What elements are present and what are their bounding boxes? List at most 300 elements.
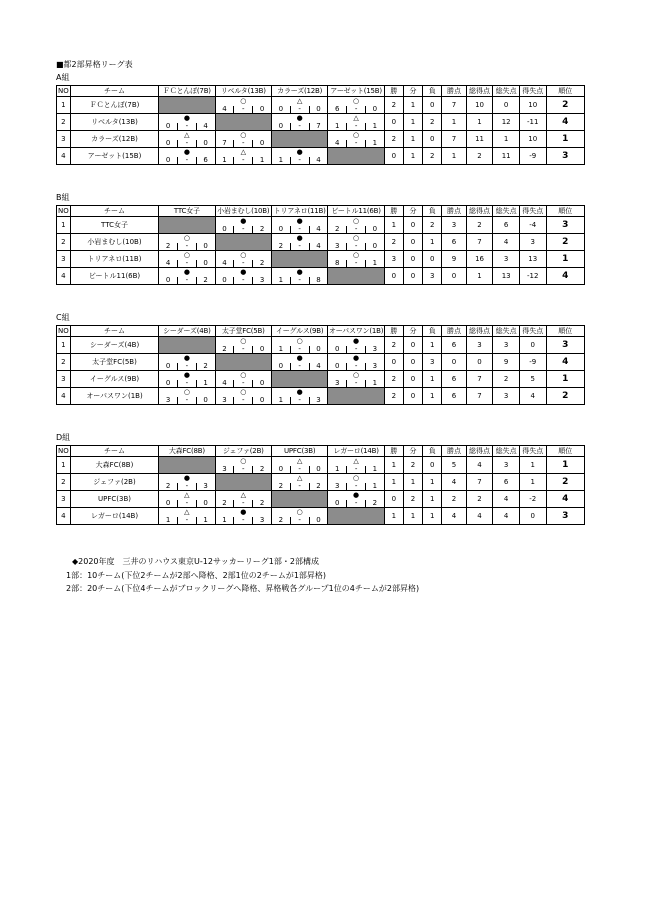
row-no: 2 (57, 114, 71, 131)
score-against: 2 (203, 276, 208, 284)
stat-value: 12 (493, 114, 520, 131)
score-against: 4 (316, 362, 321, 370)
match-score (328, 362, 384, 371)
stat-value: 0 (442, 354, 466, 371)
header-stat: 勝点 (442, 206, 466, 217)
result-mark: ○ (215, 388, 271, 397)
header-team: チーム (70, 86, 158, 97)
score-sep: - (291, 106, 310, 113)
team-name: イーグルス(9B) (70, 371, 158, 388)
table-row (57, 474, 585, 483)
stat-value: 1 (403, 474, 422, 491)
stat-value: 3 (519, 234, 546, 251)
stat-value: 3 (493, 388, 520, 405)
result-mark: △ (328, 114, 384, 123)
result-mark: ● (328, 491, 384, 500)
row-no: 2 (57, 354, 71, 371)
stat-value: 0 (466, 354, 493, 371)
self-cell (271, 379, 327, 388)
result-mark: ● (159, 148, 215, 157)
match-score (328, 499, 384, 508)
match-score (159, 482, 215, 491)
table-row (57, 268, 585, 277)
result-mark: ○ (328, 371, 384, 380)
self-cell (159, 217, 215, 226)
match-score (215, 396, 271, 405)
match-score (215, 379, 271, 388)
score-against: 1 (372, 259, 378, 267)
table-row (57, 354, 585, 363)
score-sep: - (178, 397, 197, 404)
result-mark: ○ (215, 457, 271, 466)
table-row (57, 371, 585, 380)
team-name: TTC女子 (70, 217, 158, 234)
team-name: ジェファ(2B) (70, 474, 158, 491)
score-for: 0 (159, 277, 178, 284)
result-mark: ● (159, 371, 215, 380)
match-score (215, 139, 271, 148)
stat-value: 3 (423, 268, 442, 285)
score-sep: - (178, 140, 197, 147)
stat-value: 0 (384, 148, 403, 165)
team-name: リベルタ(13B) (70, 114, 158, 131)
row-no: 3 (57, 491, 71, 508)
stat-value: 3 (423, 354, 442, 371)
score-against: 4 (316, 225, 321, 233)
result-mark: ○ (328, 251, 384, 260)
match-score (215, 105, 271, 114)
header-no: NO (58, 206, 69, 215)
match-score (271, 276, 327, 285)
stat-value: 1 (466, 114, 493, 131)
result-mark: ● (215, 217, 271, 226)
score-against: 0 (372, 225, 378, 233)
header-opponent: カラーズ(12B) (271, 86, 327, 97)
team-name: 太子堂FC(5B) (70, 354, 158, 371)
stat-value: 2 (403, 491, 422, 508)
stat-value: 13 (493, 268, 520, 285)
self-cell (271, 139, 327, 148)
footnote-heading: ◆2020年度 三井のリハウス東京U-12サッカーリーグ1部・2部構成 (72, 557, 319, 566)
rank-value: 4 (546, 491, 584, 508)
match-score (159, 276, 215, 285)
stat-value: 1 (442, 114, 466, 131)
table-row (57, 337, 585, 346)
team-name: ビートル11(6B) (70, 268, 158, 285)
score-sep: - (347, 483, 366, 490)
header-stat: 勝点 (442, 326, 466, 337)
stat-value: 7 (466, 388, 493, 405)
stat-value: 0 (519, 337, 546, 354)
header-stat: 負 (423, 206, 442, 217)
result-mark: ● (271, 217, 327, 226)
header-no: NO (58, 326, 69, 335)
stat-value: 0 (403, 354, 422, 371)
team-name: アーゼット(15B) (70, 148, 158, 165)
match-score (328, 259, 384, 268)
stat-value: 4 (466, 508, 493, 525)
row-no: 4 (57, 508, 71, 525)
score-sep: - (178, 500, 197, 507)
score-sep: - (347, 260, 366, 267)
page-title: ■都2部昇格リーグ表 (56, 60, 133, 69)
stat-value: 1 (384, 457, 403, 474)
stat-value: 0 (403, 234, 422, 251)
score-against: 3 (203, 482, 208, 490)
rank-value: 1 (546, 251, 584, 268)
result-mark: ○ (328, 474, 384, 483)
team-name: 大森FC(8B) (70, 457, 158, 474)
self-cell (271, 491, 327, 500)
stat-value: 0 (442, 268, 466, 285)
match-score (328, 225, 384, 234)
score-sep: - (291, 243, 310, 250)
score-for: 2 (159, 243, 178, 250)
score-for: 0 (159, 140, 178, 147)
rank-value: 4 (546, 354, 584, 371)
score-sep: - (234, 260, 253, 267)
row-no: 4 (57, 148, 71, 165)
result-mark: ○ (328, 217, 384, 226)
match-score (215, 225, 271, 234)
group-label: B組 (56, 193, 70, 202)
score-sep: - (347, 106, 366, 113)
header-opponent: オーパスワン(1B) (328, 326, 384, 335)
score-against: 7 (316, 122, 321, 130)
score-for: 0 (159, 157, 178, 164)
score-for: 4 (159, 260, 178, 267)
result-mark: △ (328, 457, 384, 466)
header-opponent: TTC女子 (159, 206, 215, 217)
result-mark: ○ (215, 251, 271, 260)
match-score (215, 345, 271, 354)
stat-value: 2 (423, 114, 442, 131)
match-score (328, 139, 384, 148)
score-sep: - (234, 466, 253, 473)
score-sep: - (347, 380, 366, 387)
stat-value: 1 (519, 474, 546, 491)
score-sep: - (178, 157, 197, 164)
header-stat: 勝 (384, 446, 403, 457)
self-cell (215, 482, 271, 491)
self-cell (159, 225, 215, 234)
self-cell (159, 105, 215, 114)
self-cell (328, 396, 384, 405)
score-against: 3 (316, 396, 321, 404)
header-opponent: 小岩まむし(10B) (215, 206, 271, 217)
score-against: 2 (203, 362, 208, 370)
team-name: トリアネロ(11B) (70, 251, 158, 268)
result-mark: ● (271, 388, 327, 397)
result-mark: ○ (328, 97, 384, 106)
stat-value: 4 (493, 491, 520, 508)
stat-value: 7 (442, 97, 466, 114)
stat-value: 4 (519, 388, 546, 405)
header-stat: 分 (403, 446, 422, 457)
score-against: 4 (316, 242, 321, 250)
score-for: 2 (272, 243, 291, 250)
score-for: 2 (216, 500, 235, 507)
header-opponent: UPFC(3B) (271, 446, 327, 457)
score-against: 0 (203, 259, 208, 267)
score-sep: - (347, 226, 366, 233)
rank-value: 2 (546, 388, 584, 405)
score-against: 0 (316, 465, 321, 473)
stat-value: 7 (466, 371, 493, 388)
stat-value: 4 (442, 508, 466, 525)
score-for: 0 (216, 277, 235, 284)
score-against: 1 (259, 156, 265, 164)
stat-value: 0 (423, 251, 442, 268)
table-row (57, 217, 585, 226)
header-stat: 分 (403, 86, 422, 97)
rank-value: 1 (546, 457, 584, 474)
score-sep: - (291, 123, 310, 130)
rank-value: 3 (546, 217, 584, 234)
score-for: 1 (272, 157, 291, 164)
score-against: 2 (259, 259, 265, 267)
stat-value: 1 (423, 508, 442, 525)
score-sep: - (347, 243, 366, 250)
row-no: 2 (57, 234, 71, 251)
score-for: 2 (272, 517, 291, 524)
rank-value: 3 (546, 508, 584, 525)
header-team: チーム (70, 446, 158, 457)
score-for: 0 (328, 500, 347, 507)
stat-value: 0 (384, 114, 403, 131)
stat-value: 11 (466, 131, 493, 148)
stat-value: 2 (384, 388, 403, 405)
header-stat: 負 (423, 446, 442, 457)
score-against: 0 (259, 139, 265, 147)
self-cell (159, 465, 215, 474)
header-stat: 分 (403, 206, 422, 217)
score-against: 3 (259, 276, 265, 284)
self-cell (159, 457, 215, 466)
score-against: 2 (372, 499, 378, 507)
table-row (57, 131, 585, 140)
match-score (271, 396, 327, 405)
self-cell (328, 276, 384, 285)
score-sep: - (291, 466, 310, 473)
header-stat: 勝 (384, 326, 403, 337)
stat-value: 6 (442, 337, 466, 354)
header-stat: 勝点 (442, 446, 466, 457)
header-stat: 得失点 (519, 326, 546, 337)
rank-value: 4 (546, 114, 584, 131)
score-against: 0 (259, 105, 265, 113)
score-for: 1 (272, 346, 291, 353)
score-for: 1 (328, 123, 347, 130)
stat-value: 1 (403, 97, 422, 114)
result-mark: ● (271, 268, 327, 277)
score-against: 0 (203, 242, 208, 250)
stat-value: 0 (423, 457, 442, 474)
score-against: 1 (203, 516, 208, 524)
self-cell (328, 148, 384, 157)
header-stat: 勝点 (442, 86, 466, 97)
score-for: 1 (159, 517, 178, 524)
self-cell (271, 131, 327, 140)
header-opponent: 太子堂FC(5B) (215, 326, 271, 337)
stat-value: 0 (384, 354, 403, 371)
score-for: 3 (328, 483, 347, 490)
match-score (271, 345, 327, 354)
stat-value: 2 (423, 217, 442, 234)
score-against: 0 (259, 379, 265, 387)
stat-value: -11 (519, 114, 546, 131)
match-score (328, 122, 384, 131)
score-sep: - (347, 140, 366, 147)
stat-value: 5 (519, 371, 546, 388)
score-against: 1 (372, 482, 378, 490)
score-sep: - (234, 397, 253, 404)
self-cell (271, 259, 327, 268)
stat-value: 9 (493, 354, 520, 371)
match-score (215, 276, 271, 285)
match-score (271, 156, 327, 165)
result-mark: ○ (271, 508, 327, 517)
result-mark: ○ (159, 388, 215, 397)
self-cell (215, 242, 271, 251)
self-cell (328, 508, 384, 517)
match-score (159, 156, 215, 165)
stat-value: 2 (384, 337, 403, 354)
score-sep: - (234, 106, 253, 113)
self-cell (328, 388, 384, 397)
stat-value: 1 (423, 388, 442, 405)
result-mark: ○ (215, 337, 271, 346)
rank-value: 4 (546, 268, 584, 285)
score-for: 6 (328, 106, 347, 113)
score-for: 1 (216, 517, 235, 524)
stat-value: 0 (403, 217, 422, 234)
score-sep: - (234, 226, 253, 233)
match-score (271, 122, 327, 131)
score-for: 8 (328, 260, 347, 267)
score-against: 0 (203, 396, 208, 404)
stat-value: 0 (384, 268, 403, 285)
header-team: チーム (70, 206, 158, 217)
score-for: 7 (216, 140, 235, 147)
score-for: 0 (328, 346, 347, 353)
score-for: 3 (216, 397, 235, 404)
score-sep: - (234, 277, 253, 284)
header-opponent: ビートル11(6B) (328, 206, 384, 217)
team-name: オーパスワン(1B) (70, 388, 158, 405)
stat-value: 0 (423, 97, 442, 114)
score-against: 0 (316, 105, 321, 113)
stat-value: 0 (519, 508, 546, 525)
score-against: 2 (259, 225, 265, 233)
stat-value: 1 (423, 474, 442, 491)
result-mark: ● (215, 268, 271, 277)
score-sep: - (234, 140, 253, 147)
match-score (328, 345, 384, 354)
self-cell (215, 354, 271, 363)
score-against: 1 (372, 379, 378, 387)
score-sep: - (178, 380, 197, 387)
score-for: 2 (159, 483, 178, 490)
score-sep: - (291, 346, 310, 353)
stat-value: -12 (519, 268, 546, 285)
score-sep: - (234, 517, 253, 524)
score-against: 0 (372, 105, 378, 113)
league-table (56, 445, 585, 525)
stat-value: 2 (384, 371, 403, 388)
header-opponent: イーグルス(9B) (271, 326, 327, 337)
stat-value: 0 (403, 268, 422, 285)
score-for: 1 (328, 466, 347, 473)
score-for: 4 (328, 140, 347, 147)
score-sep: - (234, 380, 253, 387)
header-opponent: レガーロ(14B) (328, 446, 384, 457)
row-no: 3 (57, 371, 71, 388)
stat-value: 1 (403, 148, 422, 165)
score-for: 0 (272, 363, 291, 370)
stat-value: 2 (466, 148, 493, 165)
result-mark: ● (159, 268, 215, 277)
stat-value: 0 (403, 337, 422, 354)
header-stat: 順位 (546, 86, 584, 97)
stat-value: -2 (519, 491, 546, 508)
result-mark: ● (159, 474, 215, 483)
stat-value: 3 (493, 337, 520, 354)
header-stat: 総失点 (493, 326, 520, 337)
row-no: 2 (57, 474, 71, 491)
stat-value: 1 (466, 268, 493, 285)
table-row (57, 234, 585, 243)
score-against: 3 (372, 362, 378, 370)
score-sep: - (347, 500, 366, 507)
header-stat: 総得点 (466, 86, 493, 97)
header-row (57, 86, 585, 97)
score-sep: - (178, 277, 197, 284)
score-against: 3 (372, 345, 378, 353)
result-mark: ● (328, 354, 384, 363)
header-opponent: シーダーズ(4B) (159, 326, 215, 337)
stat-value: 7 (466, 234, 493, 251)
score-for: 1 (272, 397, 291, 404)
result-mark: ● (271, 234, 327, 243)
result-mark: △ (215, 491, 271, 500)
self-cell (271, 251, 327, 260)
result-mark: ○ (328, 234, 384, 243)
result-mark: △ (159, 508, 215, 517)
table-row (57, 508, 585, 517)
result-mark: △ (159, 491, 215, 500)
rank-value: 2 (546, 97, 584, 114)
score-for: 4 (216, 380, 235, 387)
header-stat: 総失点 (493, 86, 520, 97)
score-for: 0 (159, 500, 178, 507)
header-stat: 総得点 (466, 206, 493, 217)
league-table (56, 205, 585, 285)
match-score (159, 499, 215, 508)
score-sep: - (291, 226, 310, 233)
match-score (159, 259, 215, 268)
rank-value: 3 (546, 148, 584, 165)
team-name: レガーロ(14B) (70, 508, 158, 525)
score-sep: - (178, 123, 197, 130)
self-cell (159, 345, 215, 354)
result-mark: ● (271, 114, 327, 123)
row-no: 3 (57, 251, 71, 268)
header-stat: 勝 (384, 206, 403, 217)
result-mark: △ (271, 457, 327, 466)
score-for: 4 (216, 106, 235, 113)
stat-value: 0 (493, 97, 520, 114)
